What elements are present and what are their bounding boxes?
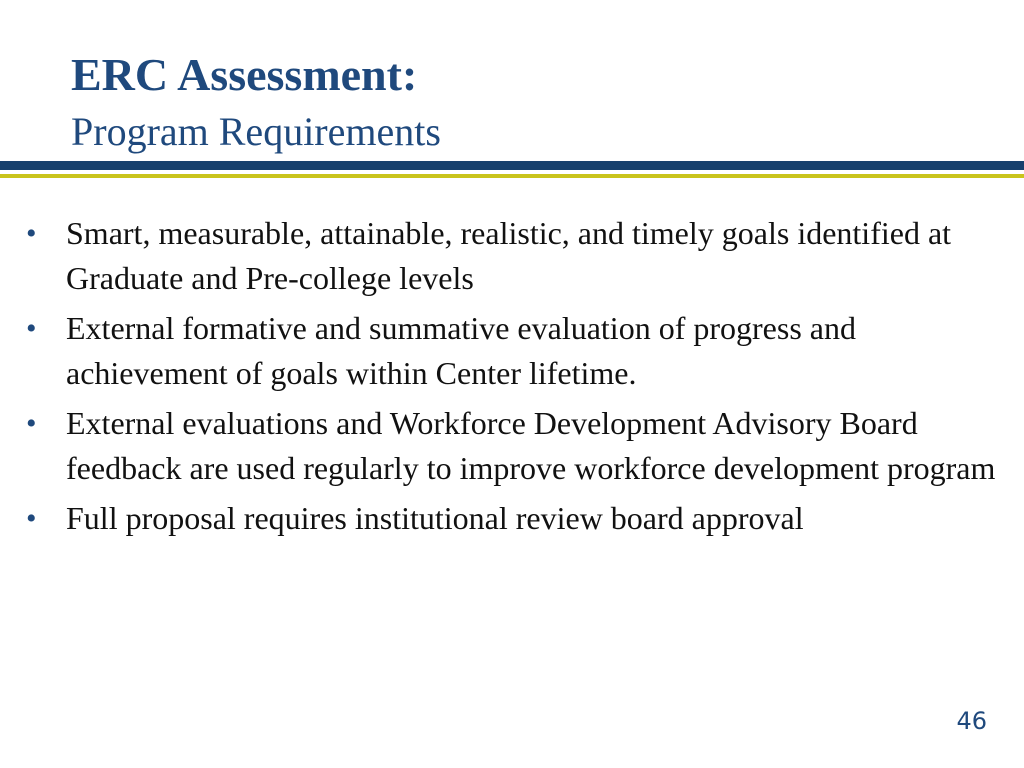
bullet-item bbox=[24, 211, 1004, 301]
bullet-icon: • bbox=[26, 407, 37, 440]
slide-title: ERC Assessment: bbox=[71, 49, 418, 100]
bullet-text: External evaluations and Workforce Development Advisory Board feedback are used regularly to improve workforce development program bbox=[66, 405, 996, 486]
page-number: 46 bbox=[956, 707, 987, 735]
slide-subtitle: Program Requirements bbox=[71, 109, 441, 154]
bullet-icon: • bbox=[26, 502, 37, 535]
bullet-item bbox=[24, 401, 1004, 491]
bullet-item bbox=[24, 496, 1004, 541]
bullet-text: Smart, measurable, attainable, realistic, and timely goals identified at Graduate and Pre-college levels bbox=[66, 215, 952, 296]
bullet-item bbox=[24, 306, 1004, 396]
bullet-icon: • bbox=[26, 312, 37, 345]
bullet-list bbox=[24, 211, 1004, 546]
title-divider-gold bbox=[0, 174, 1024, 178]
bullet-icon: • bbox=[26, 217, 37, 250]
title-divider-blue bbox=[0, 161, 1024, 170]
bullet-text: Full proposal requires institutional review board approval bbox=[66, 500, 804, 536]
bullet-text: External formative and summative evaluation of progress and achievement of goals within Center lifetime. bbox=[66, 310, 856, 391]
